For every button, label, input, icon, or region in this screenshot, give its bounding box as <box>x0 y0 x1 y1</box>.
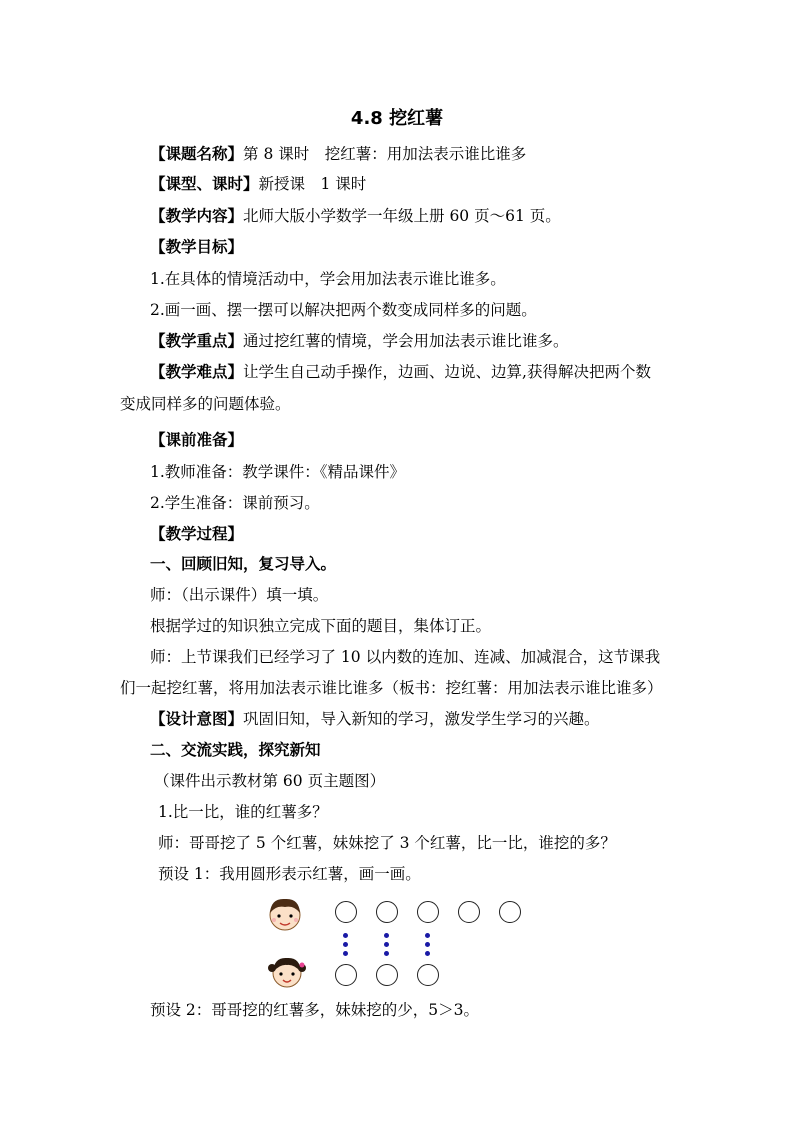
girl-face-icon <box>267 952 307 992</box>
process-paragraph-5: 1.比一比，谁的红薯多？ <box>158 803 328 821</box>
matching-dot <box>384 951 389 956</box>
content-label: 【教学内容】 <box>150 207 244 225</box>
process-paragraph-4: （课件出示教材第 60 页主题图） <box>154 772 386 790</box>
process-paragraph-2: 根据学过的知识独立完成下面的题目，集体订正。 <box>150 617 492 635</box>
boy-potato-circle <box>458 901 480 923</box>
matching-dot <box>425 933 430 938</box>
topic-label: 【课题名称】 <box>150 145 244 163</box>
process-paragraph-1: 师：（出示课件）填一填。 <box>150 586 329 604</box>
difficulty-line <box>150 361 651 383</box>
topic-line <box>150 143 526 165</box>
process-paragraph-3: 师：上节课我们已经学习了 10 以内数的连加、连减、加减混合，这节课我 <box>150 648 661 666</box>
matching-dot <box>425 942 430 947</box>
design-intent-line <box>150 708 600 730</box>
topic-value: 第 8 课时 挖红薯：用加法表示谁比谁多 <box>243 145 527 163</box>
key-point-label: 【教学重点】 <box>150 332 244 350</box>
preparation-item-1: 1.教师准备：教学课件：《精品课件》 <box>150 463 406 481</box>
process-paragraph-7: 预设 1：我用圆形表示红薯，画一画。 <box>158 865 421 883</box>
difficulty-continued: 变成同样多的问题体验。 <box>120 395 291 413</box>
difficulty-label: 【教学难点】 <box>150 363 244 381</box>
process-paragraph-8: 预设 2：哥哥挖的红薯多，妹妹挖的少，5＞3。 <box>150 1001 480 1019</box>
girl-potato-circle <box>417 964 439 986</box>
preparation-item-2: 2.学生准备：课前预习。 <box>150 494 320 512</box>
key-point-line <box>150 330 569 352</box>
girl-potato-circle <box>376 964 398 986</box>
matching-dot <box>343 951 348 956</box>
boy-potato-circle <box>417 901 439 923</box>
type-value: 新授课 1 课时 <box>258 175 367 193</box>
process-paragraph-6: 师：哥哥挖了 5 个红薯，妹妹挖了 3 个红薯，比一比，谁挖的多？ <box>158 834 616 852</box>
boy-face-icon <box>265 894 305 934</box>
goal-item-1: 1.在具体的情境活动中，学会用加法表示谁比谁多。 <box>150 270 506 288</box>
design-intent-value: 巩固旧知，导入新知的学习，激发学生学习的兴趣。 <box>243 710 600 728</box>
preparation-heading: 【课前准备】 <box>150 431 244 449</box>
goal-item-2: 2.画一画、摆一摆可以解决把两个数变成同样多的问题。 <box>150 301 537 319</box>
goals-heading: 【教学目标】 <box>150 238 244 256</box>
matching-dot <box>343 933 348 938</box>
matching-dot <box>384 933 389 938</box>
matching-dot <box>425 951 430 956</box>
process-paragraph-3-continued: 们一起挖红薯，将用加法表示谁比谁多（板书：挖红薯：用加法表示谁比谁多） <box>120 679 663 697</box>
girl-potato-circle <box>335 964 357 986</box>
comparison-figure <box>265 892 530 992</box>
process-heading: 【教学过程】 <box>150 525 244 543</box>
section-2-heading: 二、交流实践，探究新知 <box>150 741 321 759</box>
content-value: 北师大版小学数学一年级上册 60 页～61 页。 <box>243 207 561 225</box>
design-intent-label: 【设计意图】 <box>150 710 244 728</box>
type-line <box>150 173 366 195</box>
content-line <box>150 205 561 227</box>
type-label: 【课型、课时】 <box>150 175 259 193</box>
section-1-heading: 一、回顾旧知，复习导入。 <box>150 555 337 573</box>
boy-potato-circle <box>335 901 357 923</box>
boy-potato-circle <box>376 901 398 923</box>
boy-potato-circle <box>499 901 521 923</box>
difficulty-value: 让学生自己动手操作，边画、边说、边算,获得解决把两个数 <box>243 363 651 381</box>
key-point-value: 通过挖红薯的情境，学会用加法表示谁比谁多。 <box>243 332 569 350</box>
matching-dot <box>384 942 389 947</box>
page-title: 4.8 挖红薯 <box>350 108 444 129</box>
matching-dot <box>343 942 348 947</box>
